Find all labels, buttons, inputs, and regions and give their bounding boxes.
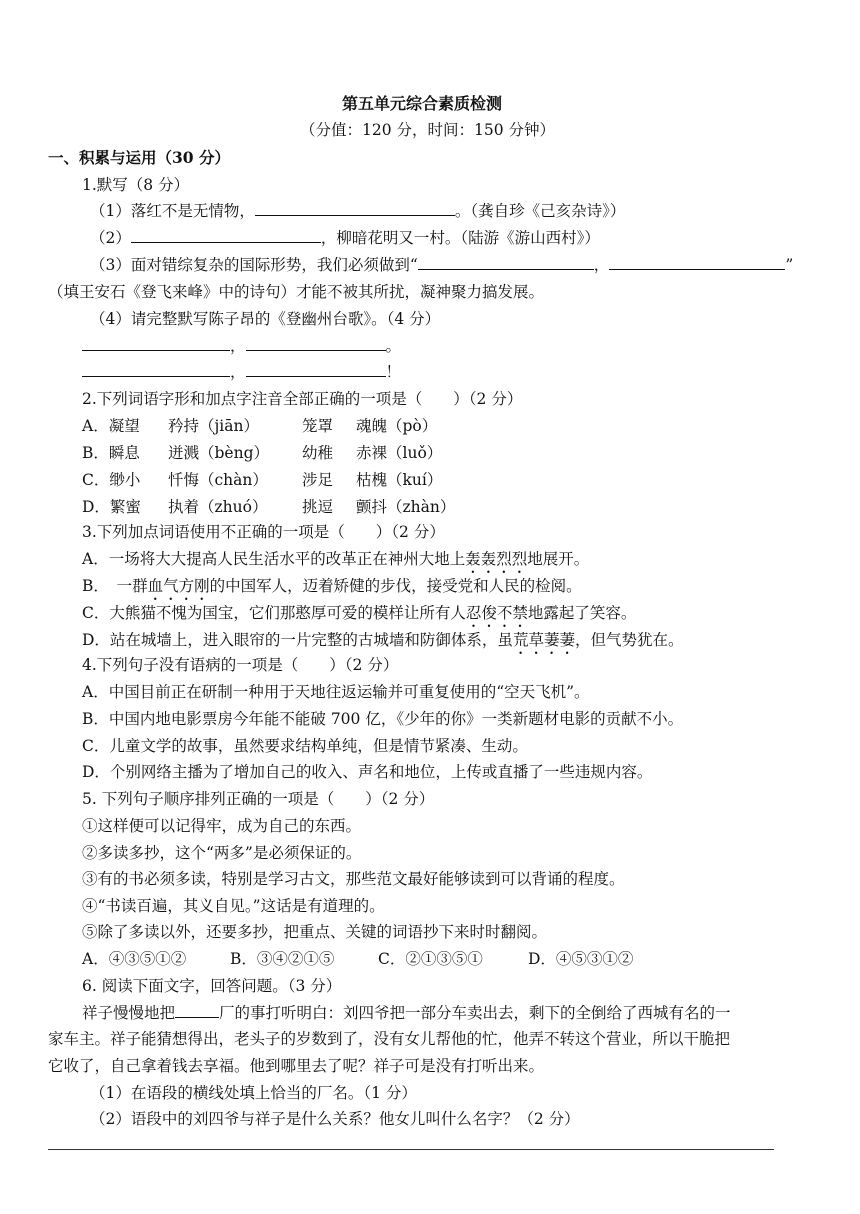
passage-line-1 — [82, 1003, 731, 1023]
question-2-option-b — [82, 443, 442, 463]
passage-line-2: 家车主。祥子能猜想得出，老头子的岁数到了，没有女儿帮他的忙，他弄不转这个营业，所以干脆把 — [48, 1030, 731, 1048]
answer-blank[interactable] — [418, 255, 594, 270]
question-3-option-c — [82, 603, 636, 631]
text: ” — [785, 256, 794, 274]
question-2-option-d — [82, 497, 455, 517]
question-3-option-a — [82, 549, 589, 577]
dotted-phrase: 荒草萋萋 — [512, 631, 575, 649]
question-5-sentence-4: ④“书读百遍，其义自见。”这话是有道理的。 — [82, 897, 385, 915]
word: 挑逗 — [302, 498, 334, 516]
page-title: 第五单元综合素质检测 — [342, 94, 503, 113]
text: （2） — [90, 229, 131, 247]
word: 迸溅（bèng） — [168, 444, 270, 462]
question-1-line-4: （4）请完整默写陈子昂的《登幽州台歌》。（4 分） — [90, 310, 441, 328]
option-d: D．④⑤③①② — [528, 950, 634, 968]
text: 的中国军人，迈着矫健的步伐，接受党和人民的检阅。 — [209, 577, 582, 595]
question-2-stem: 2.下列词语字形和加点字注音全部正确的一项是（ ）（2 分） — [82, 390, 523, 408]
word: 枯槐（kuí） — [356, 471, 443, 489]
text: 地展开。 — [527, 550, 590, 568]
word: B．瞬息 — [82, 444, 140, 462]
text: B． 一群 — [82, 577, 148, 595]
poem-row-1 — [82, 336, 401, 356]
text: 地露起了笑容。 — [527, 604, 637, 622]
text: 。（龚自珍《己亥杂诗》） — [454, 202, 626, 220]
question-4-option-d: D．个别网络主播为了增加自己的收入、声名和地位，上传或直播了一些违规内容。 — [82, 763, 653, 781]
word: 矜持（jiān） — [168, 417, 259, 435]
question-4-stem: 4.下列句子没有语病的一项是（ ）（2 分） — [82, 656, 399, 674]
text: A．一场将大大提高人民生活水平的改革正在神州大地上 — [82, 550, 466, 568]
page-subtitle: （分值：120 分，时间：150 分钟） — [300, 121, 556, 139]
question-1-line-3-cont: （填王安石《登飞来峰》中的诗句）才能不被其所扰，凝神聚力搞发展。 — [48, 283, 545, 301]
question-2-option-c — [82, 470, 442, 490]
question-1-line-2 — [90, 228, 600, 248]
question-1-line-3 — [90, 255, 793, 275]
answer-blank[interactable] — [609, 255, 785, 270]
text: （1）落红不是无情物， — [90, 202, 255, 220]
answer-blank[interactable] — [82, 336, 230, 351]
question-3-option-d — [82, 630, 683, 658]
answer-blank[interactable] — [246, 362, 386, 377]
word: 执着（zhuó） — [168, 498, 268, 516]
answer-blank[interactable] — [82, 362, 230, 377]
question-5-options — [82, 949, 633, 969]
word: A．凝望 — [82, 417, 140, 435]
question-4-option-c: C．儿童文学的故事，虽然要求结构单纯，但是情节紧凑、生动。 — [82, 737, 528, 755]
answer-line[interactable] — [48, 1149, 774, 1150]
option-a: A．④③⑤①② — [82, 950, 187, 968]
dotted-phrase: 轰轰烈烈 — [465, 550, 528, 568]
section-heading: 一、积累与运用（30 分） — [48, 148, 230, 167]
word: 幼稚 — [302, 444, 334, 462]
dotted-phrase: 血气方刚 — [147, 577, 210, 595]
word: C．缈小 — [82, 471, 141, 489]
text: 祥子慢慢地把 — [82, 1004, 176, 1022]
dotted-phrase: 忍俊不禁 — [465, 604, 528, 622]
poem-row-2 — [82, 362, 401, 382]
question-5-sentence-5: ⑤除了多读以外，还要多抄，把重点、关键的词语抄下来时时翻阅。 — [82, 923, 548, 941]
word: 赤裸（luǒ） — [356, 444, 443, 462]
word: D．繁蜜 — [82, 498, 141, 516]
question-5-stem: 5. 下列句子顺序排列正确的一项是（ ）（2 分） — [82, 790, 435, 808]
word: 涉足 — [302, 471, 334, 489]
question-3-stem: 3.下列加点词语使用不正确的一项是（ ）（2 分） — [82, 523, 445, 541]
text: D．站在城墙上，进入眼帘的一片完整的古城墙和防御体系，虽 — [82, 631, 513, 649]
question-6-sub-1: （1）在语段的横线处填上恰当的厂名。（1 分） — [90, 1084, 417, 1102]
option-b: B．③④②①⑤ — [230, 950, 335, 968]
question-1-stem: 1.默写（8 分） — [82, 176, 190, 194]
answer-blank[interactable] — [255, 201, 455, 216]
punct: ， — [230, 363, 246, 381]
word: 笼罩 — [302, 417, 334, 435]
word: 颤抖（zhàn） — [356, 498, 456, 516]
text: 厂的事打听明白：刘四爷把一部分车卖出去，剩下的全倒给了西城有名的一 — [219, 1004, 731, 1022]
text: ， — [593, 256, 610, 274]
question-6-stem: 6. 阅读下面文字，回答问题。（3 分） — [82, 977, 342, 995]
text: ，但气势犹在。 — [574, 631, 684, 649]
passage-line-3: 它收了，自己拿着钱去享福。他到哪里去了呢？祥子可是没有打听出来。 — [48, 1057, 545, 1075]
answer-blank[interactable] — [246, 336, 386, 351]
question-2-option-a — [82, 416, 437, 436]
question-4-option-a: A．中国目前正在研制一种用于天地往返运输并可重复使用的“空天飞机”。 — [82, 683, 590, 701]
punct: ， — [230, 337, 246, 355]
question-5-sentence-3: ③有的书必须多读，特别是学习古文，那些范文最好能够读到可以背诵的程度。 — [82, 870, 625, 888]
answer-blank[interactable] — [175, 1003, 219, 1018]
question-5-sentence-1: ①这样便可以记得牢，成为自己的东西。 — [82, 817, 362, 835]
text: ，柳暗花明又一村。（陆游《游山西村》） — [320, 229, 600, 247]
text: C．大熊猫不愧为国宝，它们那憨厚可爱的模样让所有人 — [82, 604, 466, 622]
option-c: C．②①③⑤① — [378, 950, 483, 968]
punct: ！ — [385, 363, 402, 381]
question-3-option-b — [82, 576, 582, 604]
question-5-sentence-2: ②多读多抄，这个“两多”是必须保证的。 — [82, 844, 362, 862]
punct: 。 — [385, 337, 402, 355]
word: 魂魄（pò） — [356, 417, 438, 435]
word: 忏悔（chàn） — [168, 471, 268, 489]
question-1-line-1 — [90, 201, 625, 221]
answer-blank[interactable] — [131, 228, 321, 243]
text: （3）面对错综复杂的国际形势，我们必须做到“ — [90, 256, 418, 274]
question-4-option-b: B．中国内地电影票房今年能不能破 700 亿，《少年的你》一类新题材电影的贡献不小。 — [82, 710, 684, 728]
question-6-sub-2: （2）语段中的刘四爷与祥子是什么关系？他女儿叫什么名字？（2 分） — [90, 1110, 580, 1128]
